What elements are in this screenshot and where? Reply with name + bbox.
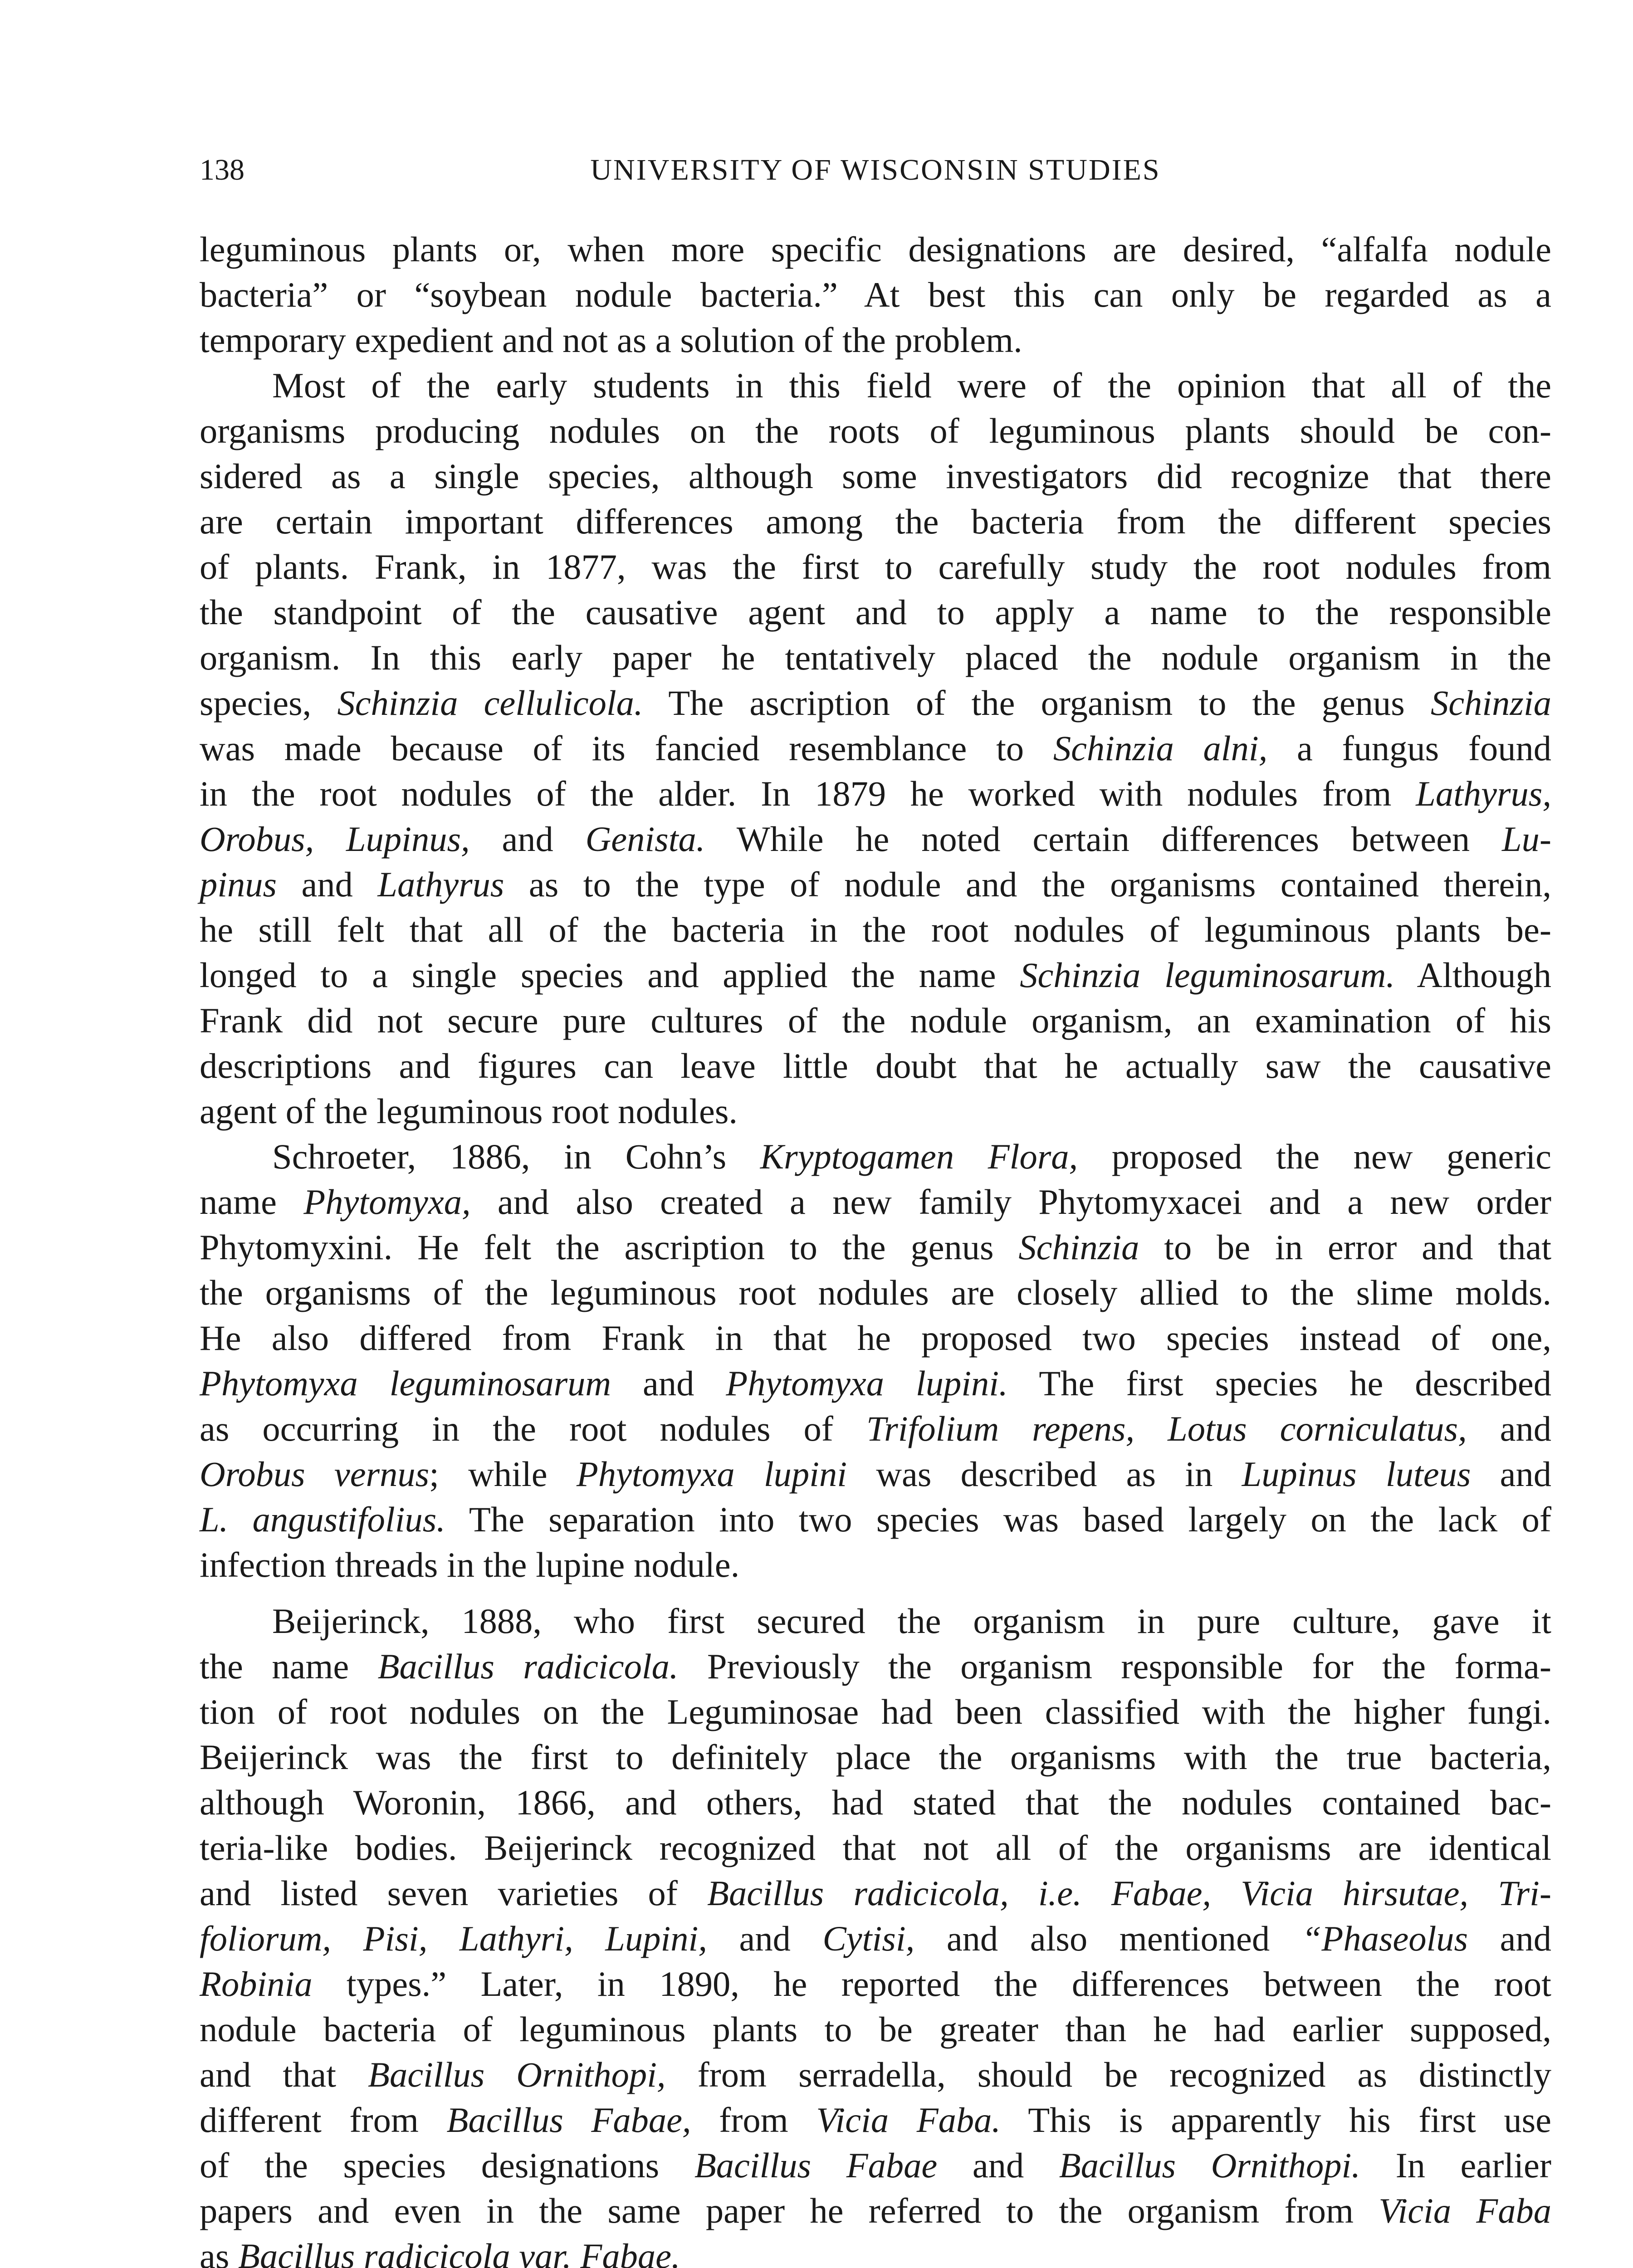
- text-line: infection threads in the lupine nodule.: [200, 1545, 740, 1584]
- page-header: [200, 150, 1551, 191]
- running-title: UNIVERSITY OF WISCONSIN STUDIES: [590, 153, 1161, 186]
- text-line: the name Bacillus radicicola. Previously the organism responsible for the forma-: [200, 1647, 1552, 1686]
- text-line: pinus and Lathyrus as to the type of nodule and the organisms contained therein,: [200, 865, 1551, 904]
- text-line: descriptions and figures can leave little doubt that he actually saw the causative: [200, 1046, 1551, 1085]
- text-line: tion of root nodules on the Leguminosae had been classified with the higher fungi.: [200, 1692, 1551, 1731]
- text-line: Orobus vernus; while Phytomyxa lupini was described as in Lupinus luteus and: [200, 1454, 1551, 1494]
- text-line: he still felt that all of the bacteria in the root nodules of leguminous plants be-: [200, 910, 1551, 949]
- text-line: Frank did not secure pure cultures of the nodule organism, an examination of his: [200, 1001, 1551, 1040]
- text-line: Phytomyxini. He felt the ascription to the genus Schinzia to be in error and that: [200, 1227, 1552, 1267]
- text-line: Beijerinck was the first to definitely place the organisms with the true bacteria,: [200, 1737, 1551, 1777]
- page-number: 138: [200, 153, 244, 186]
- paragraph: [200, 363, 1551, 1134]
- text-line: agent of the leguminous root nodules.: [200, 1091, 738, 1131]
- text-line: are certain important differences among the bacteria from the different species: [200, 502, 1551, 541]
- text-line: as Bacillus radicicola var. Fabae.: [200, 2236, 680, 2268]
- text-line: Orobus, Lupinus, and Genista. While he noted certain differences between Lu-: [200, 819, 1551, 859]
- text-line: was made because of its fancied resemblance to Schinzia alni, a fungus found: [200, 728, 1552, 768]
- text-line: Schroeter, 1886, in Cohn’s Kryptogamen Flora, proposed the new generic: [272, 1137, 1551, 1176]
- text-line: species, Schinzia cellulicola. The ascription of the organism to the genus Schinzia: [200, 683, 1551, 723]
- text-line: sidered as a single species, although some investigators did recognize that there: [200, 456, 1551, 496]
- text-line: foliorum, Pisi, Lathyri, Lupini, and Cytisi, and also mentioned “Phaseolus and: [200, 1919, 1551, 1958]
- text-line: bacteria” or “soybean nodule bacteria.” At best this can only be regarded as a: [200, 275, 1551, 314]
- paragraph: [200, 227, 1551, 363]
- text-line: Beijerinck, 1888, who first secured the organism in pure culture, gave it: [272, 1601, 1551, 1641]
- paragraph: [200, 1134, 1551, 1588]
- text-line: organisms producing nodules on the roots of leguminous plants should be con-: [200, 411, 1551, 450]
- text-line: Most of the early students in this field were of the opinion that all of the: [272, 366, 1551, 405]
- text-line: and listed seven varieties of Bacillus radicicola, i.e. Fabae, Vicia hirsutae, Tri-: [200, 1873, 1551, 1913]
- text-line: the standpoint of the causative agent and to apply a name to the responsible: [200, 592, 1551, 632]
- text-line: name Phytomyxa, and also created a new family Phytomyxacei and a new order: [200, 1182, 1551, 1222]
- text-line: the organisms of the leguminous root nodules are closely allied to the slime molds.: [200, 1273, 1551, 1312]
- text-line: L. angustifolius. The separation into two species was based largely on the lack of: [200, 1500, 1551, 1539]
- text-line: in the root nodules of the alder. In 1879 he worked with nodules from Lathyrus,: [200, 774, 1551, 813]
- text-line: different from Bacillus Fabae, from Vicia Faba. This is apparently his first use: [200, 2100, 1551, 2140]
- text-line: as occurring in the root nodules of Trifolium repens, Lotus corniculatus, and: [200, 1409, 1552, 1448]
- text-line: of plants. Frank, in 1877, was the first to carefully study the root nodules from: [200, 547, 1551, 587]
- text-line: papers and even in the same paper he referred to the organism from Vicia Faba: [200, 2191, 1551, 2230]
- text-line: organism. In this early paper he tentatively placed the nodule organism in the: [200, 638, 1551, 677]
- text-line: longed to a single species and applied the name Schinzia leguminosarum. Although: [200, 955, 1552, 995]
- text-line: Robinia types.” Later, in 1890, he reported the differences between the root: [200, 1964, 1551, 2004]
- text-line: temporary expedient and not as a solution of the problem.: [200, 320, 1022, 360]
- paragraph: [200, 1598, 1551, 2268]
- body-text: [200, 227, 1551, 2268]
- text-line: leguminous plants or, when more specific designations are desired, “alfalfa nodule: [200, 230, 1551, 269]
- text-line: although Woronin, 1866, and others, had stated that the nodules contained bac-: [200, 1783, 1551, 1822]
- text-line: and that Bacillus Ornithopi, from serradella, should be recognized as distinctly: [200, 2055, 1551, 2094]
- text-line: Phytomyxa leguminosarum and Phytomyxa lupini. The first species he described: [200, 1364, 1551, 1403]
- text-line: He also differed from Frank in that he proposed two species instead of one,: [200, 1318, 1551, 1358]
- text-line: of the species designations Bacillus Fabae and Bacillus Ornithopi. In earlier: [200, 2146, 1551, 2185]
- text-line: teria-like bodies. Beijerinck recognized that not all of the organisms are identical: [200, 1828, 1551, 1867]
- text-line: nodule bacteria of leguminous plants to be greater than he had earlier supposed,: [200, 2009, 1551, 2049]
